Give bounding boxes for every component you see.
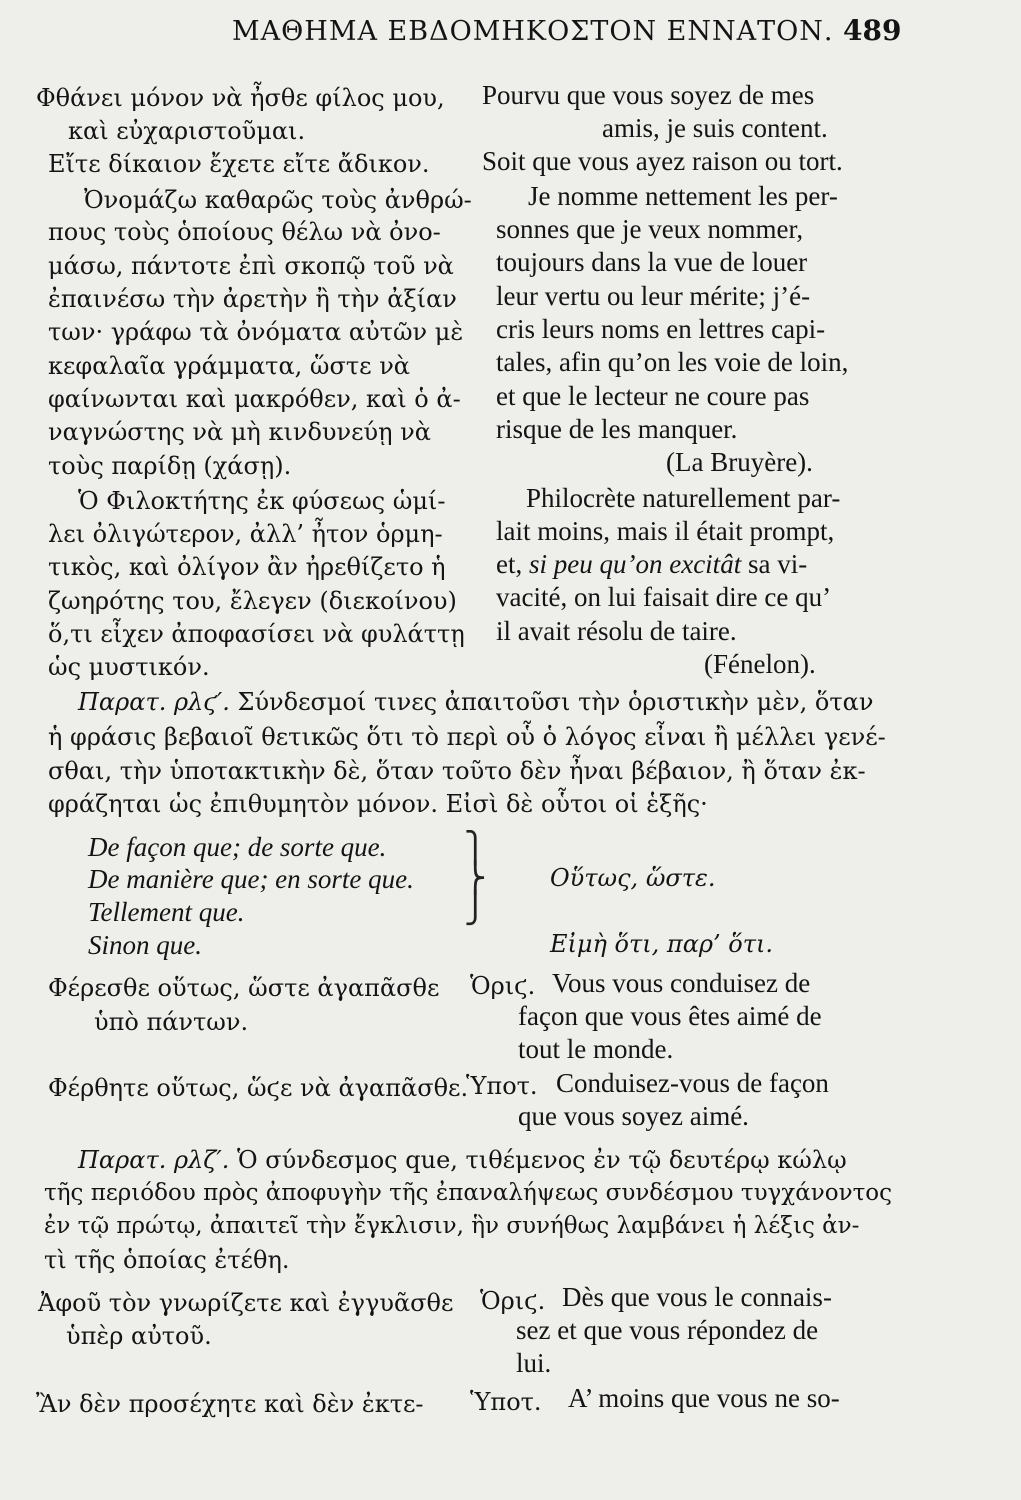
french-line: et que le lecteur ne coure pas: [496, 381, 810, 411]
greek-line: ζωηρότης του, ἔλεγεν (διεκοίνου): [48, 587, 457, 615]
remark-line: σθαι, τὴν ὑποτακτικὴν δὲ, ὅταν τοῦτο δὲν ἦναι βέβαιον, ἢ ὅταν ἐκ-: [48, 757, 866, 785]
french-line: tout le monde.: [518, 1034, 674, 1064]
remark-line: τῆς περιόδου πρὸς ἀποφυγὴν τῆς ἐπαναλήψεως συνδέσμου τυγχάνοντος: [44, 1180, 893, 1206]
french-line: sez et que vous répondez de: [516, 1315, 819, 1345]
greek-line: ὑπὲρ αὐτοῦ.: [66, 1322, 212, 1350]
french-line: risque de les manquer.: [496, 414, 738, 444]
greek-line: Ὁ Φιλοκτήτης ἐκ φύσεως ὡμί-: [78, 487, 446, 515]
greek-line: Φέρεσθε οὕτως, ὥστε ἀγαπᾶσθε: [48, 974, 440, 1002]
remark-line: τὶ τῆς ὁποίας ἐτέθη.: [44, 1246, 290, 1274]
greek-line: λει ὀλιγώτερον, ἀλλ’ ἦτον ὁρμη-: [48, 520, 443, 548]
greek-line: ὡς μυστικόν.: [48, 653, 210, 681]
french-line: A’ moins que vous ne so-: [568, 1383, 840, 1413]
page-number: 489: [843, 14, 902, 47]
greek-line: Ἀφοῦ τὸν γνωρίζετε καὶ ἐγγυᾶσθε: [38, 1289, 454, 1317]
running-header: ΜΑΘΗΜΑ ΕΒΔΟΜΗΚΟΣΤΟΝ ΕΝΝΑΤΟΝ.: [232, 16, 834, 47]
greek-line: Ὀνομάζω καθαρῶς τοὺς ἀνθρώ-: [84, 186, 472, 214]
french-line-mixed: [496, 549, 807, 580]
french-line: toujours dans la vue de louer: [496, 247, 808, 277]
french-italic-segment: si peu qu’on excitât: [529, 549, 742, 579]
remark-line: [78, 1146, 847, 1174]
french-line: tales, afin qu’on les voie de loin,: [496, 347, 849, 377]
greek-line: Εἴτε δίκαιον ἔχετε εἴτε ἄδικον.: [48, 150, 430, 178]
french-line: Dès que vous le connais-: [562, 1282, 832, 1312]
greek-line: τικὸς, καὶ ὀλίγον ἂν ἠρεθίζετο ἡ: [48, 553, 446, 581]
greek-line: ὑπὸ πάντων.: [94, 1008, 249, 1036]
conjunction-item: Tellement que.: [88, 897, 245, 927]
conjunction-greek: Οὕτως, ὥστε.: [550, 864, 716, 892]
remark-text: Σύνδεσμοί τινες ἀπαιτοῦσι τὴν ὁριστικὴν μὲν, ὅταν: [237, 688, 874, 716]
greek-line: ὅ,τι εἶχεν ἀποφασίσει νὰ φυλάττῃ: [48, 620, 465, 648]
greek-line: Ἂν δὲν προσέχητε καὶ δὲν ἐκτε-: [36, 1390, 424, 1418]
french-line: Je nomme nettement les per-: [528, 181, 838, 211]
french-line: Vous vous conduisez de: [552, 968, 811, 998]
french-line: cris leurs noms en lettres capi-: [496, 314, 826, 344]
french-line: amis, je suis content.: [602, 113, 828, 143]
conjunction-greek: Εἰμὴ ὅτι, παρ’ ὅτι.: [550, 930, 774, 958]
french-line: façon que vous êtes aimé de: [518, 1001, 822, 1031]
french-line: vacité, on lui faisait dire ce qu’: [496, 582, 832, 612]
greek-line: κεφαλαῖα γράμματα, ὥστε νὰ: [48, 352, 411, 380]
greek-line: Φθάνει μόνον νὰ ἦσθε φίλος μου,: [36, 84, 445, 112]
french-line: il avait résolu de taire.: [496, 616, 737, 646]
brace-mark: ⎫ ⎬ ⎭: [464, 831, 487, 926]
attribution: (Fénelon).: [704, 649, 816, 679]
remark-label: Παρατ. ρλϛ′.: [78, 688, 230, 716]
attribution: (La Bruyère).: [666, 447, 813, 477]
french-segment: sa vi-: [747, 549, 808, 579]
french-line: sonnes que je veux nommer,: [496, 214, 804, 244]
conjunction-item: De manière que; en sorte que.: [88, 864, 414, 894]
remark-line: ἐν τῷ πρώτῳ, ἀπαιτεῖ τὴν ἔγκλισιν, ἣν συνήθως λαμβάνει ἡ λέξις ἀν-: [44, 1213, 860, 1239]
greek-line: φαίνωνται καὶ μακρόθεν, καὶ ὁ ἀ-: [48, 385, 461, 413]
remark-line: ἡ φράσις βεβαιοῖ θετικῶς ὅτι τὸ περὶ οὗ ὁ λόγος εἶναι ἢ μέλλει γενέ-: [48, 723, 886, 751]
greek-line: μάσω, πάντοτε ἐπὶ σκοπῷ τοῦ νὰ: [48, 252, 454, 280]
greek-line: ναγνώστης νὰ μὴ κινδυνεύῃ νὰ: [48, 418, 431, 446]
remark-line: [78, 688, 873, 716]
remark-text: Ὁ σύνδεσμος que, τιθέμενος ἐν τῷ δευτέρῳ κώλῳ: [237, 1146, 847, 1174]
mood-tag: Ὑποτ.: [466, 1072, 538, 1100]
conjunction-item: Sinon que.: [88, 930, 202, 960]
french-line: que vous soyez aimé.: [518, 1101, 749, 1131]
greek-line: ἐπαινέσω τὴν ἀρετὴν ἢ τὴν ἀξίαν: [48, 285, 457, 313]
french-line: leur vertu ou leur mérite; j’é-: [496, 281, 811, 311]
remark-line: φράζηται ὡς ἐπιθυμητὸν μόνον. Εἰσὶ δὲ οὗτοι οἱ ἑξῆς·: [48, 790, 708, 818]
mood-tag: Ὁριϛ.: [470, 972, 536, 1000]
french-segment: et,: [496, 549, 523, 579]
french-line: Pourvu que vous soyez de mes: [482, 80, 815, 110]
greek-line: των· γράφω τὰ ὀνόματα αὐτῶν μὲ: [48, 318, 464, 346]
greek-line: καὶ εὐχαριστοῦμαι.: [68, 117, 306, 145]
conjunction-item: De façon que; de sorte que.: [88, 832, 387, 862]
french-line: lui.: [516, 1348, 552, 1378]
mood-tag: Ὁριϛ.: [480, 1287, 546, 1315]
greek-line: τοὺς παρίδῃ (χάσῃ).: [48, 452, 292, 480]
french-line: Philocrète naturellement par-: [526, 483, 841, 513]
mood-tag: Ὑποτ.: [470, 1388, 542, 1416]
french-line: Soit que vous ayez raison ou tort.: [482, 146, 843, 176]
french-line: lait moins, mais il était prompt,: [496, 516, 835, 546]
french-line: Conduisez-vous de façon: [556, 1068, 829, 1098]
greek-line: πους τοὺς ὁποίους θέλω νὰ ὀνο-: [48, 218, 441, 246]
remark-label: Παρατ. ρλζ′.: [78, 1146, 230, 1174]
greek-line: Φέρθητε οὕτως, ὥϛε νὰ ἀγαπᾶσθε.: [48, 1074, 469, 1102]
